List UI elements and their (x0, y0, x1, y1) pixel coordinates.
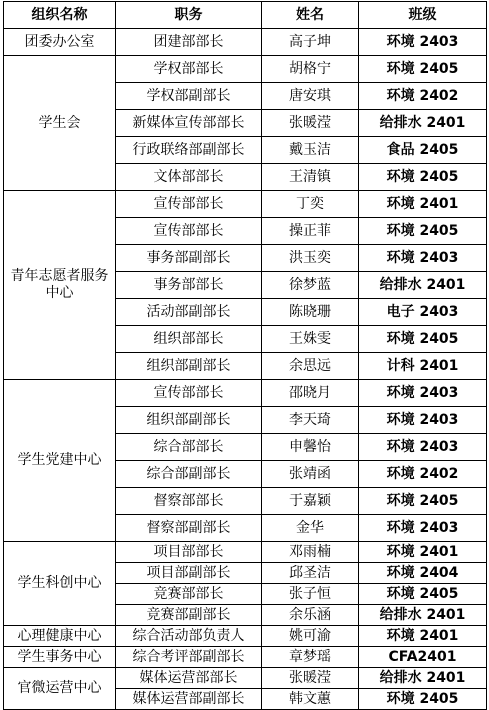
role-cell: 综合考评部副部长 (116, 647, 262, 668)
class-cell: 电子 2403 (359, 299, 487, 326)
table-row (4, 668, 487, 689)
class-cell: 环境 2403 (359, 29, 487, 56)
name-cell: 王清镇 (262, 164, 359, 191)
role-cell: 学权部副部长 (116, 83, 262, 110)
class-cell: 给排水 2401 (359, 272, 487, 299)
org-cell: 学生科创中心 (4, 542, 116, 626)
org-cell: 学生会 (4, 56, 116, 191)
name-cell: 张暖滢 (262, 110, 359, 137)
name-cell: 陈晓珊 (262, 299, 359, 326)
role-cell: 组织部部长 (116, 326, 262, 353)
name-cell: 申馨怡 (262, 434, 359, 461)
org-cell: 官微运营中心 (4, 668, 116, 710)
role-cell: 项目部副部长 (116, 563, 262, 584)
class-cell: 环境 2403 (359, 515, 487, 542)
name-cell: 张暖滢 (262, 668, 359, 689)
class-cell: 环境 2405 (359, 164, 487, 191)
class-cell: 环境 2405 (359, 584, 487, 605)
class-cell: 环境 2405 (359, 689, 487, 710)
class-cell: 环境 2405 (359, 218, 487, 245)
name-cell: 姚可渝 (262, 626, 359, 647)
role-cell: 项目部部长 (116, 542, 262, 563)
name-cell: 余思远 (262, 353, 359, 380)
role-cell: 活动部副部长 (116, 299, 262, 326)
class-cell: 环境 2403 (359, 407, 487, 434)
role-cell: 新媒体宣传部部长 (116, 110, 262, 137)
role-cell: 督察部部长 (116, 488, 262, 515)
header-role: 职务 (116, 2, 262, 29)
table-row (4, 56, 487, 83)
name-cell: 于嘉颖 (262, 488, 359, 515)
org-cell: 学生事务中心 (4, 647, 116, 668)
role-cell: 行政联络部副部长 (116, 137, 262, 164)
table-body (4, 29, 487, 710)
name-cell: 邓雨楠 (262, 542, 359, 563)
class-cell: 环境 2401 (359, 191, 487, 218)
class-cell: 环境 2401 (359, 542, 487, 563)
class-cell: 给排水 2401 (359, 605, 487, 626)
table-row (4, 29, 487, 56)
name-cell: 操正菲 (262, 218, 359, 245)
header-row (4, 2, 487, 29)
table-row (4, 380, 487, 407)
class-cell: 计科 2401 (359, 353, 487, 380)
header-org: 组织名称 (4, 2, 116, 29)
org-cell: 心理健康中心 (4, 626, 116, 647)
name-cell: 张靖函 (262, 461, 359, 488)
role-cell: 综合活动部负责人 (116, 626, 262, 647)
role-cell: 事务部副部长 (116, 245, 262, 272)
header-name: 姓名 (262, 2, 359, 29)
name-cell: 金华 (262, 515, 359, 542)
table-row (4, 647, 487, 668)
name-cell: 余乐涵 (262, 605, 359, 626)
class-cell: 环境 2405 (359, 56, 487, 83)
role-cell: 组织部副部长 (116, 407, 262, 434)
name-cell: 邵晓月 (262, 380, 359, 407)
role-cell: 媒体运营部部长 (116, 668, 262, 689)
role-cell: 宣传部部长 (116, 218, 262, 245)
role-cell: 学权部部长 (116, 56, 262, 83)
role-cell: 综合部副部长 (116, 461, 262, 488)
role-cell: 组织部副部长 (116, 353, 262, 380)
class-cell: 给排水 2401 (359, 668, 487, 689)
role-cell: 宣传部部长 (116, 380, 262, 407)
role-cell: 综合部部长 (116, 434, 262, 461)
role-cell: 督察部副部长 (116, 515, 262, 542)
org-cell: 学生党建中心 (4, 380, 116, 542)
name-cell: 韩文蕙 (262, 689, 359, 710)
name-cell: 王姝雯 (262, 326, 359, 353)
name-cell: 胡格宁 (262, 56, 359, 83)
role-cell: 宣传部部长 (116, 191, 262, 218)
class-cell: 环境 2405 (359, 488, 487, 515)
class-cell: 环境 2403 (359, 380, 487, 407)
name-cell: 徐梦蓝 (262, 272, 359, 299)
class-cell: 环境 2403 (359, 434, 487, 461)
name-cell: 高子坤 (262, 29, 359, 56)
class-cell: CFA2401 (359, 647, 487, 668)
class-cell: 环境 2405 (359, 326, 487, 353)
table-row (4, 626, 487, 647)
name-cell: 章梦瑶 (262, 647, 359, 668)
org-cell: 团委办公室 (4, 29, 116, 56)
class-cell: 给排水 2401 (359, 110, 487, 137)
class-cell: 环境 2402 (359, 461, 487, 488)
name-cell: 丁奕 (262, 191, 359, 218)
class-cell: 环境 2401 (359, 626, 487, 647)
table-row (4, 191, 487, 218)
role-cell: 事务部部长 (116, 272, 262, 299)
header-class: 班级 (359, 2, 487, 29)
class-cell: 环境 2403 (359, 245, 487, 272)
name-cell: 戴玉洁 (262, 137, 359, 164)
role-cell: 文体部部长 (116, 164, 262, 191)
name-cell: 张子恒 (262, 584, 359, 605)
table-row (4, 542, 487, 563)
name-cell: 邱圣洁 (262, 563, 359, 584)
class-cell: 环境 2402 (359, 83, 487, 110)
role-cell: 团建部部长 (116, 29, 262, 56)
roster-table (3, 1, 487, 710)
role-cell: 竞赛部副部长 (116, 605, 262, 626)
name-cell: 洪玉奕 (262, 245, 359, 272)
role-cell: 媒体运营部副部长 (116, 689, 262, 710)
org-cell: 青年志愿者服务中心 (4, 191, 116, 380)
name-cell: 唐安琪 (262, 83, 359, 110)
class-cell: 环境 2404 (359, 563, 487, 584)
name-cell: 李天琦 (262, 407, 359, 434)
role-cell: 竞赛部部长 (116, 584, 262, 605)
class-cell: 食品 2405 (359, 137, 487, 164)
